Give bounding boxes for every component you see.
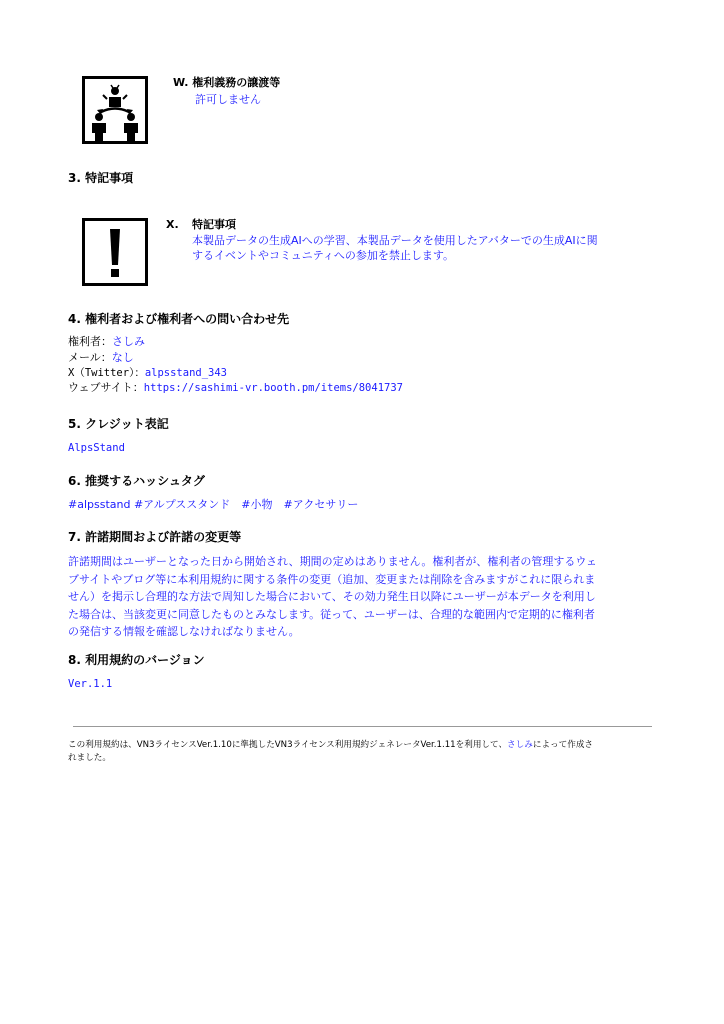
section-5-heading: 5. クレジット表記 bbox=[68, 417, 169, 431]
contact-holder-value: さしみ bbox=[112, 335, 145, 348]
exclamation-icon bbox=[85, 221, 145, 283]
footer-note bbox=[68, 739, 668, 765]
transfer-rights-icon-box bbox=[82, 76, 148, 144]
section-6-heading: 6. 推奨するハッシュタグ bbox=[68, 474, 205, 488]
hashtags-text: #alpsstand #アルプススタンド #小物 #アクセサリー bbox=[68, 498, 359, 511]
clause-x-text-line-2: するイベントやコミュニティへの参加を禁止します。 bbox=[192, 249, 455, 262]
section-3-heading: 3. 特記事項 bbox=[68, 171, 134, 185]
footer-divider bbox=[73, 726, 652, 727]
section-4-heading: 4. 権利者および権利者への問い合わせ先 bbox=[68, 312, 290, 326]
contact-row-website bbox=[68, 380, 403, 396]
contact-x-link[interactable]: alpsstand_343 bbox=[144, 367, 228, 379]
section-8-heading: 8. 利用規約のバージョン bbox=[68, 653, 205, 667]
contact-row-x bbox=[68, 365, 227, 381]
transfer-rights-icon bbox=[85, 79, 145, 141]
section-7-line-5: の発信する情報を確認しなければなりません。 bbox=[68, 625, 300, 638]
section-7-line-3: せん）を掲示し合理的な方法で周知した場合において、その効力発生日以降にユーザーが本データを利用し bbox=[68, 590, 596, 603]
section-7-line-2: ブサイトやブログ等に本利用規約に関する条件の変更（追加、変更または削除を含みますがこれに限られま bbox=[68, 572, 596, 586]
clause-x-text-line-1: 本製品データの生成AIへの学習、本製品データを使用したアバターでの生成AIに関 bbox=[192, 234, 598, 247]
section-7-paragraph bbox=[68, 553, 668, 641]
credit-text: AlpsStand bbox=[68, 442, 125, 454]
footer-text-pre: この利用規約は、VN3ライセンスVer.1.10に準拠したVN3ライセンス利用規約ジェネレータVer.1.11を利用して、 bbox=[68, 740, 508, 750]
footer-line-1 bbox=[68, 739, 668, 752]
exclamation-icon-box bbox=[82, 218, 148, 286]
contact-website-label: ウェブサイト： bbox=[68, 381, 144, 394]
contact-website-link[interactable]: https://sashimi-vr.booth.pm/items/8041737 bbox=[143, 382, 403, 394]
footer-line-2: れました。 bbox=[68, 753, 111, 763]
contact-row-holder bbox=[68, 334, 145, 349]
contact-x-label: X（Twitter）： bbox=[68, 367, 145, 379]
contact-holder-label: 権利者： bbox=[68, 335, 112, 348]
contact-mail-label: メール： bbox=[68, 351, 112, 364]
section-7-heading: 7. 許諾期間および許諾の変更等 bbox=[68, 530, 242, 544]
contact-mail-value: なし bbox=[111, 351, 134, 364]
clause-x-marker: X. bbox=[166, 218, 179, 231]
footer-text-post: によって作成さ bbox=[532, 740, 594, 750]
section-7-line-4: た場合は、当該変更に同意したものとみなします。従って、ユーザーは、合理的な範囲内で定期的に権利者 bbox=[68, 607, 595, 621]
clause-w-value: 許可しません bbox=[195, 93, 261, 106]
contact-row-mail bbox=[68, 350, 134, 365]
section-7-line-1: 許諾期間はユーザーとなった日から開始され、期間の定めはありません。権利者が、権利者の管理するウェ bbox=[68, 555, 597, 568]
version-text: Ver.1.1 bbox=[68, 678, 113, 690]
clause-x-title: 特記事項 bbox=[192, 218, 236, 231]
footer-author-link[interactable]: さしみ bbox=[507, 740, 533, 750]
clause-w-label: W. 権利義務の譲渡等 bbox=[173, 76, 281, 89]
